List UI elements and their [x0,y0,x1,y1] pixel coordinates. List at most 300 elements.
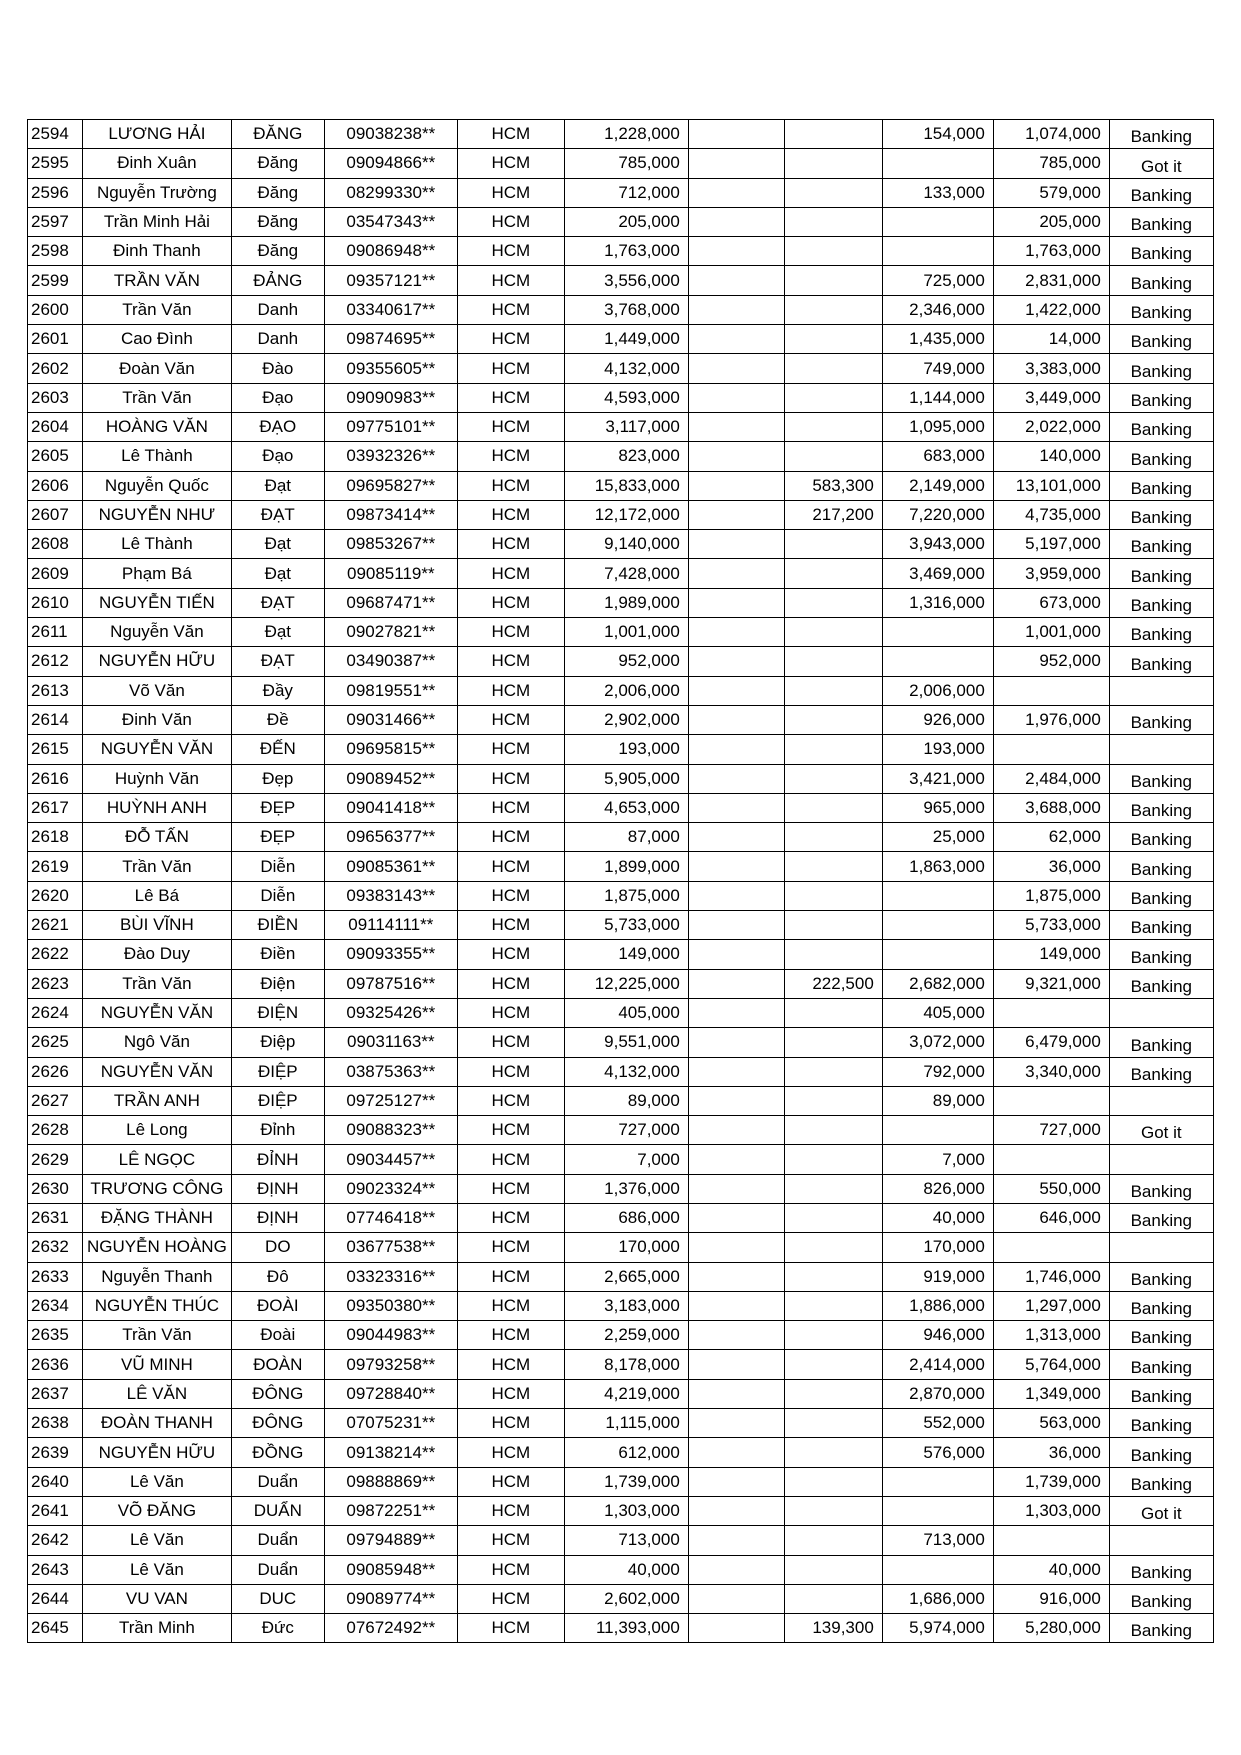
cell-net-amount: 13,101,000 [993,471,1109,500]
cell-net-amount [993,1526,1109,1555]
cell-last-name: Đầy [231,676,324,705]
cell-payment-method: Banking [1109,588,1213,617]
cell-payment-method: Banking [1109,1321,1213,1350]
cell-payment-method: Banking [1109,1057,1213,1086]
table-row [28,1262,1214,1291]
cell-amount: 1,989,000 [564,588,688,617]
cell-row-number: 2594 [28,120,83,149]
cell-amount: 12,172,000 [564,500,688,529]
cell-city: HCM [457,237,564,266]
cell-first-name: Lê Bá [83,881,232,910]
table-row [28,618,1214,647]
cell-deduction: 2,149,000 [882,471,993,500]
cell-payment-method [1109,1086,1213,1115]
table-row [28,1174,1214,1203]
cell-first-name: Đinh Thanh [83,237,232,266]
cell-payment-method: Banking [1109,852,1213,881]
cell-extra-1 [688,998,784,1027]
cell-row-number: 2625 [28,1028,83,1057]
cell-row-number: 2598 [28,237,83,266]
cell-row-number: 2631 [28,1203,83,1232]
cell-deduction [882,149,993,178]
cell-extra-1 [688,823,784,852]
cell-payment-method [1109,1526,1213,1555]
cell-payment-method: Banking [1109,823,1213,852]
cell-deduction: 1,316,000 [882,588,993,617]
table-row [28,237,1214,266]
cell-city: HCM [457,1555,564,1584]
cell-deduction: 1,435,000 [882,325,993,354]
cell-first-name: HOÀNG VĂN [83,412,232,441]
cell-phone-number: 09088323** [324,1116,457,1145]
cell-city: HCM [457,735,564,764]
cell-payment-method [1109,735,1213,764]
cell-amount: 1,739,000 [564,1467,688,1496]
cell-extra-1 [688,325,784,354]
cell-amount: 2,006,000 [564,676,688,705]
cell-last-name: ĐẠT [231,588,324,617]
cell-city: HCM [457,940,564,969]
cell-city: HCM [457,149,564,178]
cell-row-number: 2629 [28,1145,83,1174]
cell-payment-method: Banking [1109,1379,1213,1408]
cell-payment-method: Got it [1109,1116,1213,1145]
cell-amount: 405,000 [564,998,688,1027]
cell-row-number: 2642 [28,1526,83,1555]
cell-row-number: 2634 [28,1291,83,1320]
cell-city: HCM [457,1145,564,1174]
cell-last-name: Duẩn [231,1555,324,1584]
cell-deduction: 193,000 [882,735,993,764]
cell-payment-method: Banking [1109,471,1213,500]
cell-first-name: VÕ ĐĂNG [83,1496,232,1525]
table-row [28,940,1214,969]
cell-extra-1 [688,559,784,588]
cell-payment-method: Banking [1109,295,1213,324]
cell-payment-method: Banking [1109,911,1213,940]
cell-amount: 1,303,000 [564,1496,688,1525]
cell-last-name: Danh [231,295,324,324]
cell-row-number: 2645 [28,1614,83,1643]
cell-extra-1 [688,705,784,734]
cell-last-name: ĐOÀI [231,1291,324,1320]
cell-extra-2 [784,354,882,383]
cell-extra-1 [688,178,784,207]
cell-phone-number: 09775101** [324,412,457,441]
cell-amount: 170,000 [564,1233,688,1262]
cell-payment-method: Banking [1109,354,1213,383]
cell-first-name: VU VAN [83,1584,232,1613]
cell-city: HCM [457,852,564,881]
cell-net-amount: 916,000 [993,1584,1109,1613]
cell-amount: 2,902,000 [564,705,688,734]
cell-amount: 5,905,000 [564,764,688,793]
cell-payment-method [1109,1145,1213,1174]
cell-first-name: NGUYỄN VĂN [83,998,232,1027]
cell-city: HCM [457,1614,564,1643]
cell-first-name: Nguyễn Quốc [83,471,232,500]
cell-extra-2 [784,1233,882,1262]
cell-phone-number: 03932326** [324,442,457,471]
cell-extra-2: 583,300 [784,471,882,500]
cell-extra-2 [784,1350,882,1379]
cell-extra-1 [688,940,784,969]
table-row [28,383,1214,412]
cell-last-name: Đạt [231,618,324,647]
cell-extra-1 [688,207,784,236]
cell-amount: 2,259,000 [564,1321,688,1350]
cell-phone-number: 09034457** [324,1145,457,1174]
cell-extra-1 [688,1467,784,1496]
cell-last-name: ĐIỆN [231,998,324,1027]
cell-city: HCM [457,1086,564,1115]
cell-extra-1 [688,881,784,910]
cell-extra-1 [688,149,784,178]
cell-deduction: 552,000 [882,1409,993,1438]
cell-phone-number: 09725127** [324,1086,457,1115]
cell-deduction: 919,000 [882,1262,993,1291]
cell-net-amount: 3,340,000 [993,1057,1109,1086]
cell-last-name: ĐÔNG [231,1409,324,1438]
cell-payment-method: Banking [1109,647,1213,676]
cell-phone-number: 09819551** [324,676,457,705]
cell-extra-1 [688,764,784,793]
cell-extra-1 [688,1584,784,1613]
cell-deduction [882,1116,993,1145]
cell-payment-method: Banking [1109,383,1213,412]
cell-extra-2 [784,295,882,324]
cell-last-name: ĐÔNG [231,1379,324,1408]
cell-last-name: Đô [231,1262,324,1291]
table-row [28,1145,1214,1174]
cell-city: HCM [457,354,564,383]
cell-net-amount: 673,000 [993,588,1109,617]
cell-phone-number: 09874695** [324,325,457,354]
cell-deduction: 7,220,000 [882,500,993,529]
cell-deduction [882,911,993,940]
cell-net-amount: 1,074,000 [993,120,1109,149]
cell-deduction [882,237,993,266]
cell-phone-number: 09027821** [324,618,457,647]
cell-first-name: Trần Văn [83,295,232,324]
cell-payment-method: Banking [1109,764,1213,793]
cell-row-number: 2638 [28,1409,83,1438]
cell-deduction: 1,686,000 [882,1584,993,1613]
table-row [28,1379,1214,1408]
cell-last-name: Duẩn [231,1467,324,1496]
cell-last-name: ĐỊNH [231,1203,324,1232]
cell-first-name: Lê Văn [83,1555,232,1584]
cell-city: HCM [457,120,564,149]
cell-first-name: LÊ NGỌC [83,1145,232,1174]
cell-city: HCM [457,1233,564,1262]
cell-first-name: TRẦN ANH [83,1086,232,1115]
cell-extra-1 [688,618,784,647]
cell-payment-method: Got it [1109,149,1213,178]
cell-row-number: 2627 [28,1086,83,1115]
cell-extra-1 [688,1233,784,1262]
cell-extra-2 [784,647,882,676]
cell-deduction: 3,469,000 [882,559,993,588]
table-row [28,1526,1214,1555]
cell-net-amount: 1,875,000 [993,881,1109,910]
cell-phone-number: 07746418** [324,1203,457,1232]
cell-phone-number: 09138214** [324,1438,457,1467]
table-row [28,676,1214,705]
cell-extra-1 [688,793,784,822]
cell-first-name: Đào Duy [83,940,232,969]
cell-first-name: LƯƠNG HẢI [83,120,232,149]
cell-row-number: 2624 [28,998,83,1027]
cell-extra-2 [784,618,882,647]
cell-extra-2 [784,1086,882,1115]
cell-city: HCM [457,442,564,471]
cell-city: HCM [457,1291,564,1320]
cell-phone-number: 09086948** [324,237,457,266]
cell-last-name: DUẨN [231,1496,324,1525]
cell-phone-number: 09085948** [324,1555,457,1584]
cell-extra-1 [688,120,784,149]
cell-net-amount [993,735,1109,764]
cell-extra-1 [688,500,784,529]
cell-city: HCM [457,500,564,529]
cell-row-number: 2644 [28,1584,83,1613]
cell-extra-1 [688,471,784,500]
cell-amount: 1,376,000 [564,1174,688,1203]
cell-row-number: 2608 [28,530,83,559]
cell-phone-number: 09038238** [324,120,457,149]
cell-payment-method: Banking [1109,969,1213,998]
cell-phone-number: 09094866** [324,149,457,178]
cell-first-name: Cao Đình [83,325,232,354]
cell-payment-method: Banking [1109,442,1213,471]
cell-payment-method: Banking [1109,1467,1213,1496]
cell-row-number: 2632 [28,1233,83,1262]
cell-extra-1 [688,442,784,471]
cell-amount: 40,000 [564,1555,688,1584]
cell-city: HCM [457,1116,564,1145]
table-row [28,998,1214,1027]
cell-last-name: Đạt [231,471,324,500]
cell-extra-2 [784,120,882,149]
table-row [28,911,1214,940]
cell-amount: 87,000 [564,823,688,852]
cell-phone-number: 09041418** [324,793,457,822]
cell-first-name: Lê Văn [83,1526,232,1555]
cell-city: HCM [457,676,564,705]
cell-net-amount: 62,000 [993,823,1109,852]
cell-amount: 15,833,000 [564,471,688,500]
cell-first-name: NGUYỄN VĂN [83,1057,232,1086]
cell-last-name: ĐẠO [231,412,324,441]
cell-row-number: 2623 [28,969,83,998]
cell-city: HCM [457,1496,564,1525]
cell-phone-number: 08299330** [324,178,457,207]
table-row [28,1614,1214,1643]
cell-amount: 3,556,000 [564,266,688,295]
cell-row-number: 2619 [28,852,83,881]
cell-deduction: 170,000 [882,1233,993,1262]
cell-extra-2 [784,764,882,793]
cell-net-amount: 36,000 [993,852,1109,881]
cell-last-name: ĐIỆP [231,1057,324,1086]
cell-payment-method: Banking [1109,1438,1213,1467]
cell-deduction: 713,000 [882,1526,993,1555]
cell-net-amount: 5,764,000 [993,1350,1109,1379]
cell-last-name: ĐỒNG [231,1438,324,1467]
cell-city: HCM [457,1350,564,1379]
cell-payment-method: Banking [1109,237,1213,266]
cell-phone-number: 09031163** [324,1028,457,1057]
cell-last-name: Đạo [231,383,324,412]
cell-first-name: Trần Văn [83,969,232,998]
cell-extra-1 [688,1350,784,1379]
cell-extra-2 [784,881,882,910]
cell-extra-1 [688,1526,784,1555]
cell-extra-2 [784,1174,882,1203]
cell-payment-method [1109,998,1213,1027]
cell-amount: 9,140,000 [564,530,688,559]
cell-extra-1 [688,969,784,998]
cell-row-number: 2616 [28,764,83,793]
cell-city: HCM [457,1262,564,1291]
cell-extra-2 [784,823,882,852]
cell-extra-2: 217,200 [784,500,882,529]
cell-row-number: 2611 [28,618,83,647]
cell-net-amount: 140,000 [993,442,1109,471]
cell-row-number: 2597 [28,207,83,236]
cell-city: HCM [457,530,564,559]
cell-row-number: 2618 [28,823,83,852]
table-row [28,881,1214,910]
cell-amount: 686,000 [564,1203,688,1232]
table-row [28,500,1214,529]
table-row [28,559,1214,588]
cell-row-number: 2641 [28,1496,83,1525]
cell-net-amount: 785,000 [993,149,1109,178]
cell-city: HCM [457,325,564,354]
cell-row-number: 2637 [28,1379,83,1408]
cell-extra-1 [688,1409,784,1438]
cell-first-name: Võ Văn [83,676,232,705]
cell-phone-number: 09787516** [324,969,457,998]
cell-amount: 3,117,000 [564,412,688,441]
cell-extra-2 [784,1555,882,1584]
cell-phone-number: 09085361** [324,852,457,881]
cell-net-amount: 1,313,000 [993,1321,1109,1350]
table-row [28,295,1214,324]
cell-extra-1 [688,735,784,764]
cell-last-name: ĐẸP [231,793,324,822]
cell-extra-2 [784,442,882,471]
cell-extra-2 [784,1584,882,1613]
cell-phone-number: 07075231** [324,1409,457,1438]
cell-row-number: 2609 [28,559,83,588]
cell-deduction: 133,000 [882,178,993,207]
cell-deduction [882,1467,993,1496]
table-row [28,588,1214,617]
cell-extra-2 [784,1116,882,1145]
cell-deduction: 2,414,000 [882,1350,993,1379]
cell-deduction: 725,000 [882,266,993,295]
cell-city: HCM [457,1379,564,1408]
cell-extra-2 [784,1438,882,1467]
cell-city: HCM [457,1526,564,1555]
cell-row-number: 2605 [28,442,83,471]
table-row [28,1584,1214,1613]
cell-net-amount: 5,733,000 [993,911,1109,940]
cell-amount: 1,763,000 [564,237,688,266]
cell-amount: 1,001,000 [564,618,688,647]
cell-payment-method: Banking [1109,881,1213,910]
cell-net-amount: 1,739,000 [993,1467,1109,1496]
cell-amount: 11,393,000 [564,1614,688,1643]
cell-extra-2 [784,1467,882,1496]
cell-city: HCM [457,969,564,998]
cell-last-name: ĐIỀN [231,911,324,940]
cell-last-name: Đăng [231,149,324,178]
table-row [28,1291,1214,1320]
cell-extra-2 [784,412,882,441]
cell-net-amount: 563,000 [993,1409,1109,1438]
cell-city: HCM [457,266,564,295]
cell-net-amount [993,1233,1109,1262]
cell-extra-2 [784,178,882,207]
cell-first-name: Trần Văn [83,852,232,881]
cell-first-name: Trần Minh Hải [83,207,232,236]
cell-deduction: 926,000 [882,705,993,734]
table-row [28,1555,1214,1584]
table-row [28,1233,1214,1262]
cell-net-amount: 6,479,000 [993,1028,1109,1057]
cell-phone-number: 07672492** [324,1614,457,1643]
cell-phone-number: 09873414** [324,500,457,529]
cell-phone-number: 09114111** [324,911,457,940]
cell-city: HCM [457,383,564,412]
cell-net-amount [993,676,1109,705]
cell-payment-method: Banking [1109,618,1213,647]
cell-extra-2 [784,383,882,412]
cell-deduction: 1,144,000 [882,383,993,412]
cell-phone-number: 09853267** [324,530,457,559]
cell-first-name: ĐOÀN THANH [83,1409,232,1438]
cell-extra-2 [784,1321,882,1350]
cell-amount: 1,449,000 [564,325,688,354]
cell-extra-2 [784,207,882,236]
cell-row-number: 2643 [28,1555,83,1584]
cell-extra-1 [688,1262,784,1291]
cell-last-name: Danh [231,325,324,354]
cell-net-amount: 1,422,000 [993,295,1109,324]
table-row [28,1321,1214,1350]
data-table [27,119,1214,1643]
cell-last-name: Điện [231,969,324,998]
cell-last-name: Điền [231,940,324,969]
cell-phone-number: 09090983** [324,383,457,412]
cell-payment-method: Banking [1109,412,1213,441]
cell-amount: 1,115,000 [564,1409,688,1438]
cell-deduction: 946,000 [882,1321,993,1350]
cell-city: HCM [457,881,564,910]
cell-amount: 4,653,000 [564,793,688,822]
cell-net-amount: 1,746,000 [993,1262,1109,1291]
cell-amount: 1,899,000 [564,852,688,881]
cell-first-name: ĐẶNG THÀNH [83,1203,232,1232]
cell-first-name: NGUYỄN HỮU [83,1438,232,1467]
table-row [28,325,1214,354]
cell-last-name: ĐẢNG [231,266,324,295]
cell-last-name: ĐOÀN [231,1350,324,1379]
